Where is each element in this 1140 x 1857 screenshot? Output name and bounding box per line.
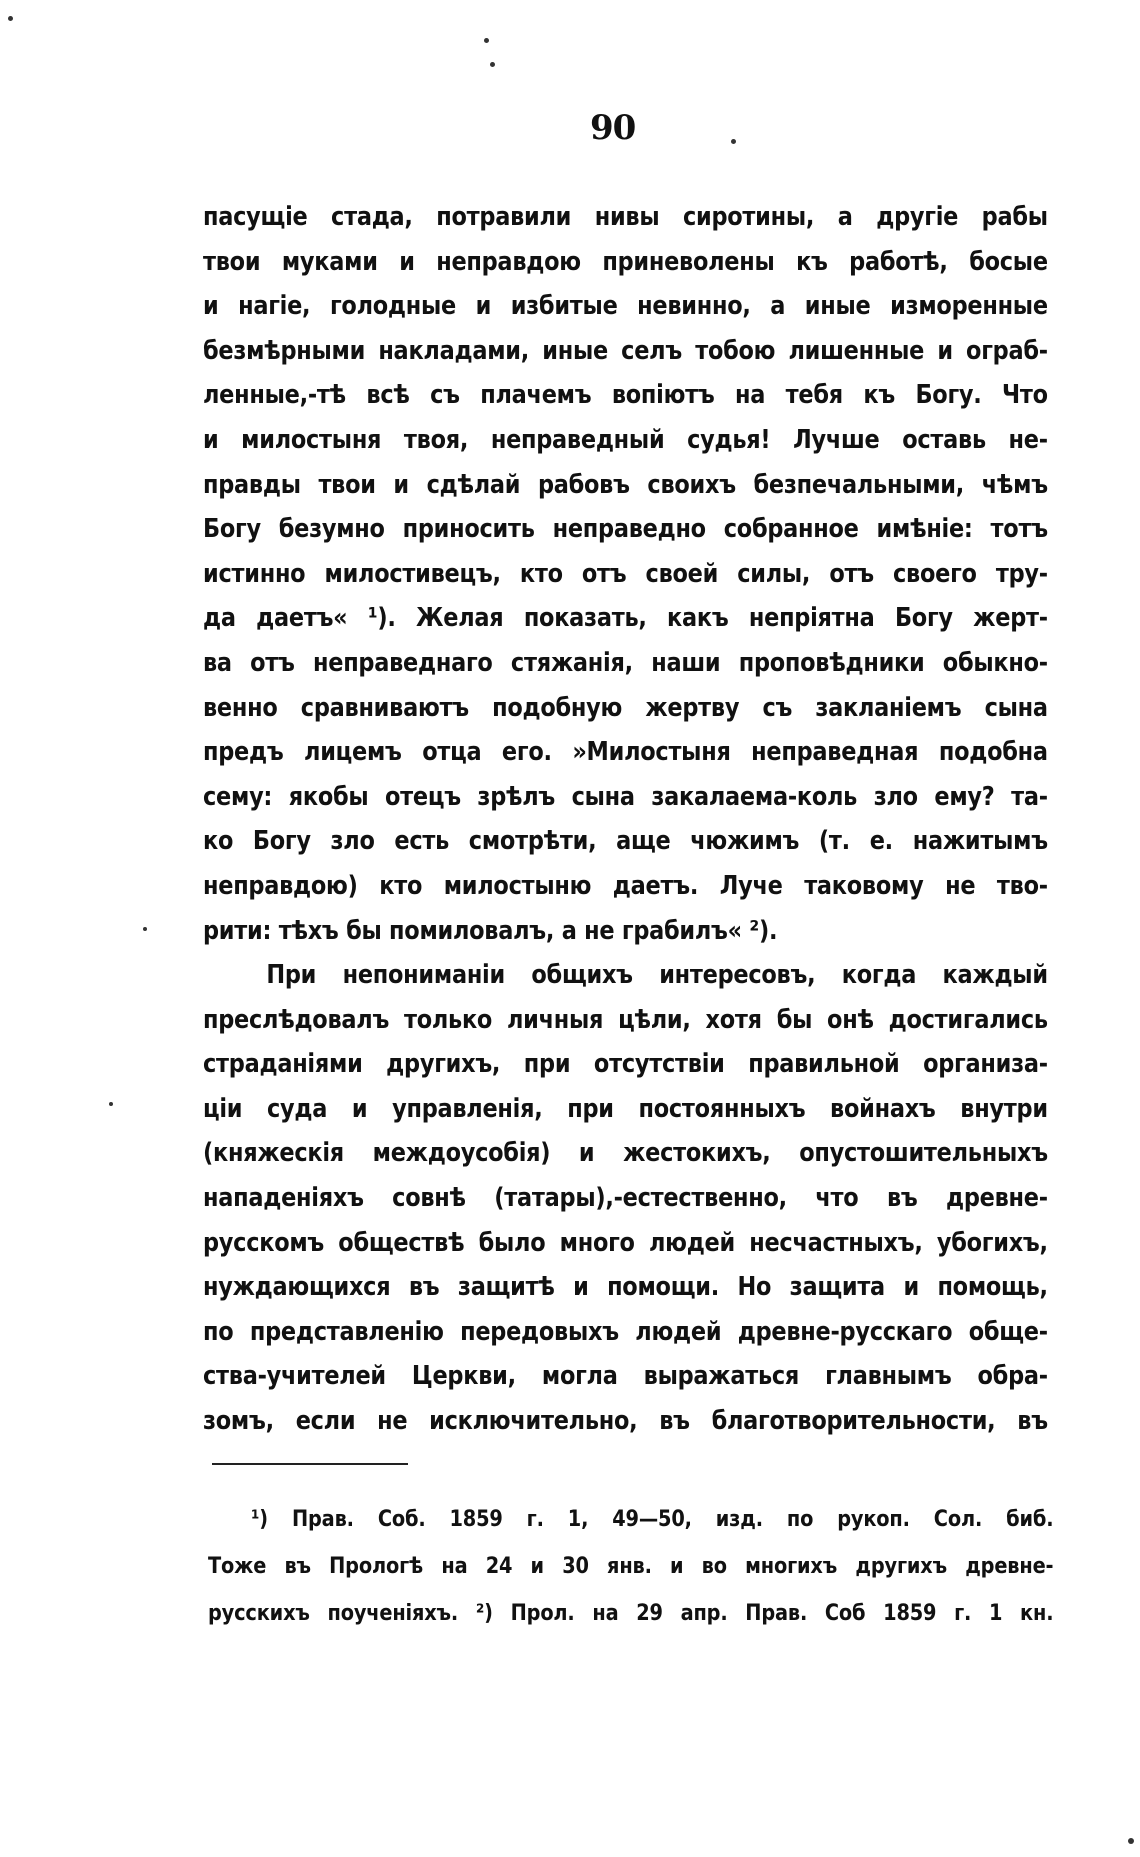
text-line: зомъ, если не исключительно, въ благотворительности, въ: [203, 1406, 1048, 1437]
text-line: и нагіе, голодные и избитые невинно, а иные изморенные: [203, 291, 1048, 322]
text-line: ціи суда и управленія, при постоянныхъ войнахъ внутри: [203, 1093, 1048, 1124]
text-line: ства-учителей Церкви, могла выражаться главнымъ обра-: [203, 1361, 1048, 1392]
text-line: ко Богу зло есть смотрѣти, аще чюжимъ (т. е. нажитымъ: [203, 826, 1048, 857]
text-line: да даетъ« ¹). Желая показать, какъ непріятна Богу жерт-: [203, 603, 1048, 634]
text-line: нуждающихся въ защитѣ и помощи. Но защита и помощь,: [203, 1272, 1048, 1303]
scan-speck: [109, 1102, 113, 1106]
text-line: рити: тѣхъ бы помиловалъ, а не грабилъ« ²).: [203, 915, 778, 946]
text-line: Богу безумно приносить неправедно собранное имѣніе: тотъ: [203, 514, 1048, 545]
footnotes: [208, 1496, 1053, 1637]
text-line: неправдою) кто милостыню даетъ. Луче таковому не тво-: [203, 870, 1048, 901]
text-line: ленные,-тѣ всѣ съ плачемъ вопіютъ на тебя къ Богу. Что: [203, 380, 1048, 411]
text-line: предъ лицемъ отца его. »Милостыня неправедная подобна: [203, 737, 1048, 768]
scan-speck: [490, 62, 495, 67]
text-line: страданіями другихъ, при отсутствіи правильной организа-: [203, 1049, 1048, 1080]
text-line: венно сравниваютъ подобную жертву съ закланіемъ сына: [203, 692, 1048, 723]
text-line: сему: якобы отецъ зрѣлъ сына закалаема-коль зло ему? та-: [203, 781, 1048, 812]
scan-speck: [1128, 1838, 1134, 1844]
text-line: пасущіе стада, потравили нивы сиротины, а другіе рабы: [203, 202, 1048, 232]
scan-speck: [731, 139, 736, 144]
text-line: правды твои и сдѣлай рабовъ своихъ безпечальными, чѣмъ: [203, 469, 1048, 500]
scan-speck: [484, 38, 489, 43]
footnote-divider: [212, 1463, 408, 1465]
scan-speck: [143, 927, 147, 931]
page-number: 90: [590, 108, 636, 148]
text-line: (княжескія междоусобія) и жестокихъ, опустошительныхъ: [203, 1138, 1048, 1169]
text-line: и милостыня твоя, неправедный судья! Лучше оставь не-: [203, 424, 1048, 455]
text-line: по представленію передовыхъ людей древне-русскаго обще-: [203, 1316, 1048, 1347]
text-line: твои муками и неправдою приневолены къ работѣ, босые: [203, 246, 1048, 277]
footnote-line: ¹) Прав. Соб. 1859 г. 1, 49—50, изд. по рукоп. Сол. биб.: [251, 1506, 1054, 1532]
text-line: русскомъ обществѣ было много людей несчастныхъ, убогихъ,: [203, 1227, 1048, 1258]
body-text: [203, 195, 1048, 1444]
paragraph-first-line: При непониманіи общихъ интересовъ, когда каждый: [266, 960, 1048, 991]
footnote-line: русскихъ поученіяхъ. ²) Прол. на 29 апр. Прав. Соб 1859 г. 1 кн.: [208, 1600, 1054, 1626]
text-line: истинно милостивецъ, кто отъ своей силы, отъ своего тру-: [203, 558, 1048, 589]
scan-speck: [8, 16, 13, 21]
text-line: ва отъ неправеднаго стяжанія, наши проповѣдники обыкно-: [203, 647, 1048, 678]
footnote-line: Тоже въ Прологѣ на 24 и 30 янв. и во многихъ другихъ древне-: [208, 1553, 1054, 1579]
text-line: безмѣрными накладами, иные селъ тобою лишенные и ограб-: [203, 335, 1048, 366]
text-line: нападеніяхъ совнѣ (татары),-естественно, что въ древне-: [203, 1183, 1048, 1214]
text-line: преслѣдовалъ только личныя цѣли, хотя бы онѣ достигались: [203, 1004, 1048, 1035]
